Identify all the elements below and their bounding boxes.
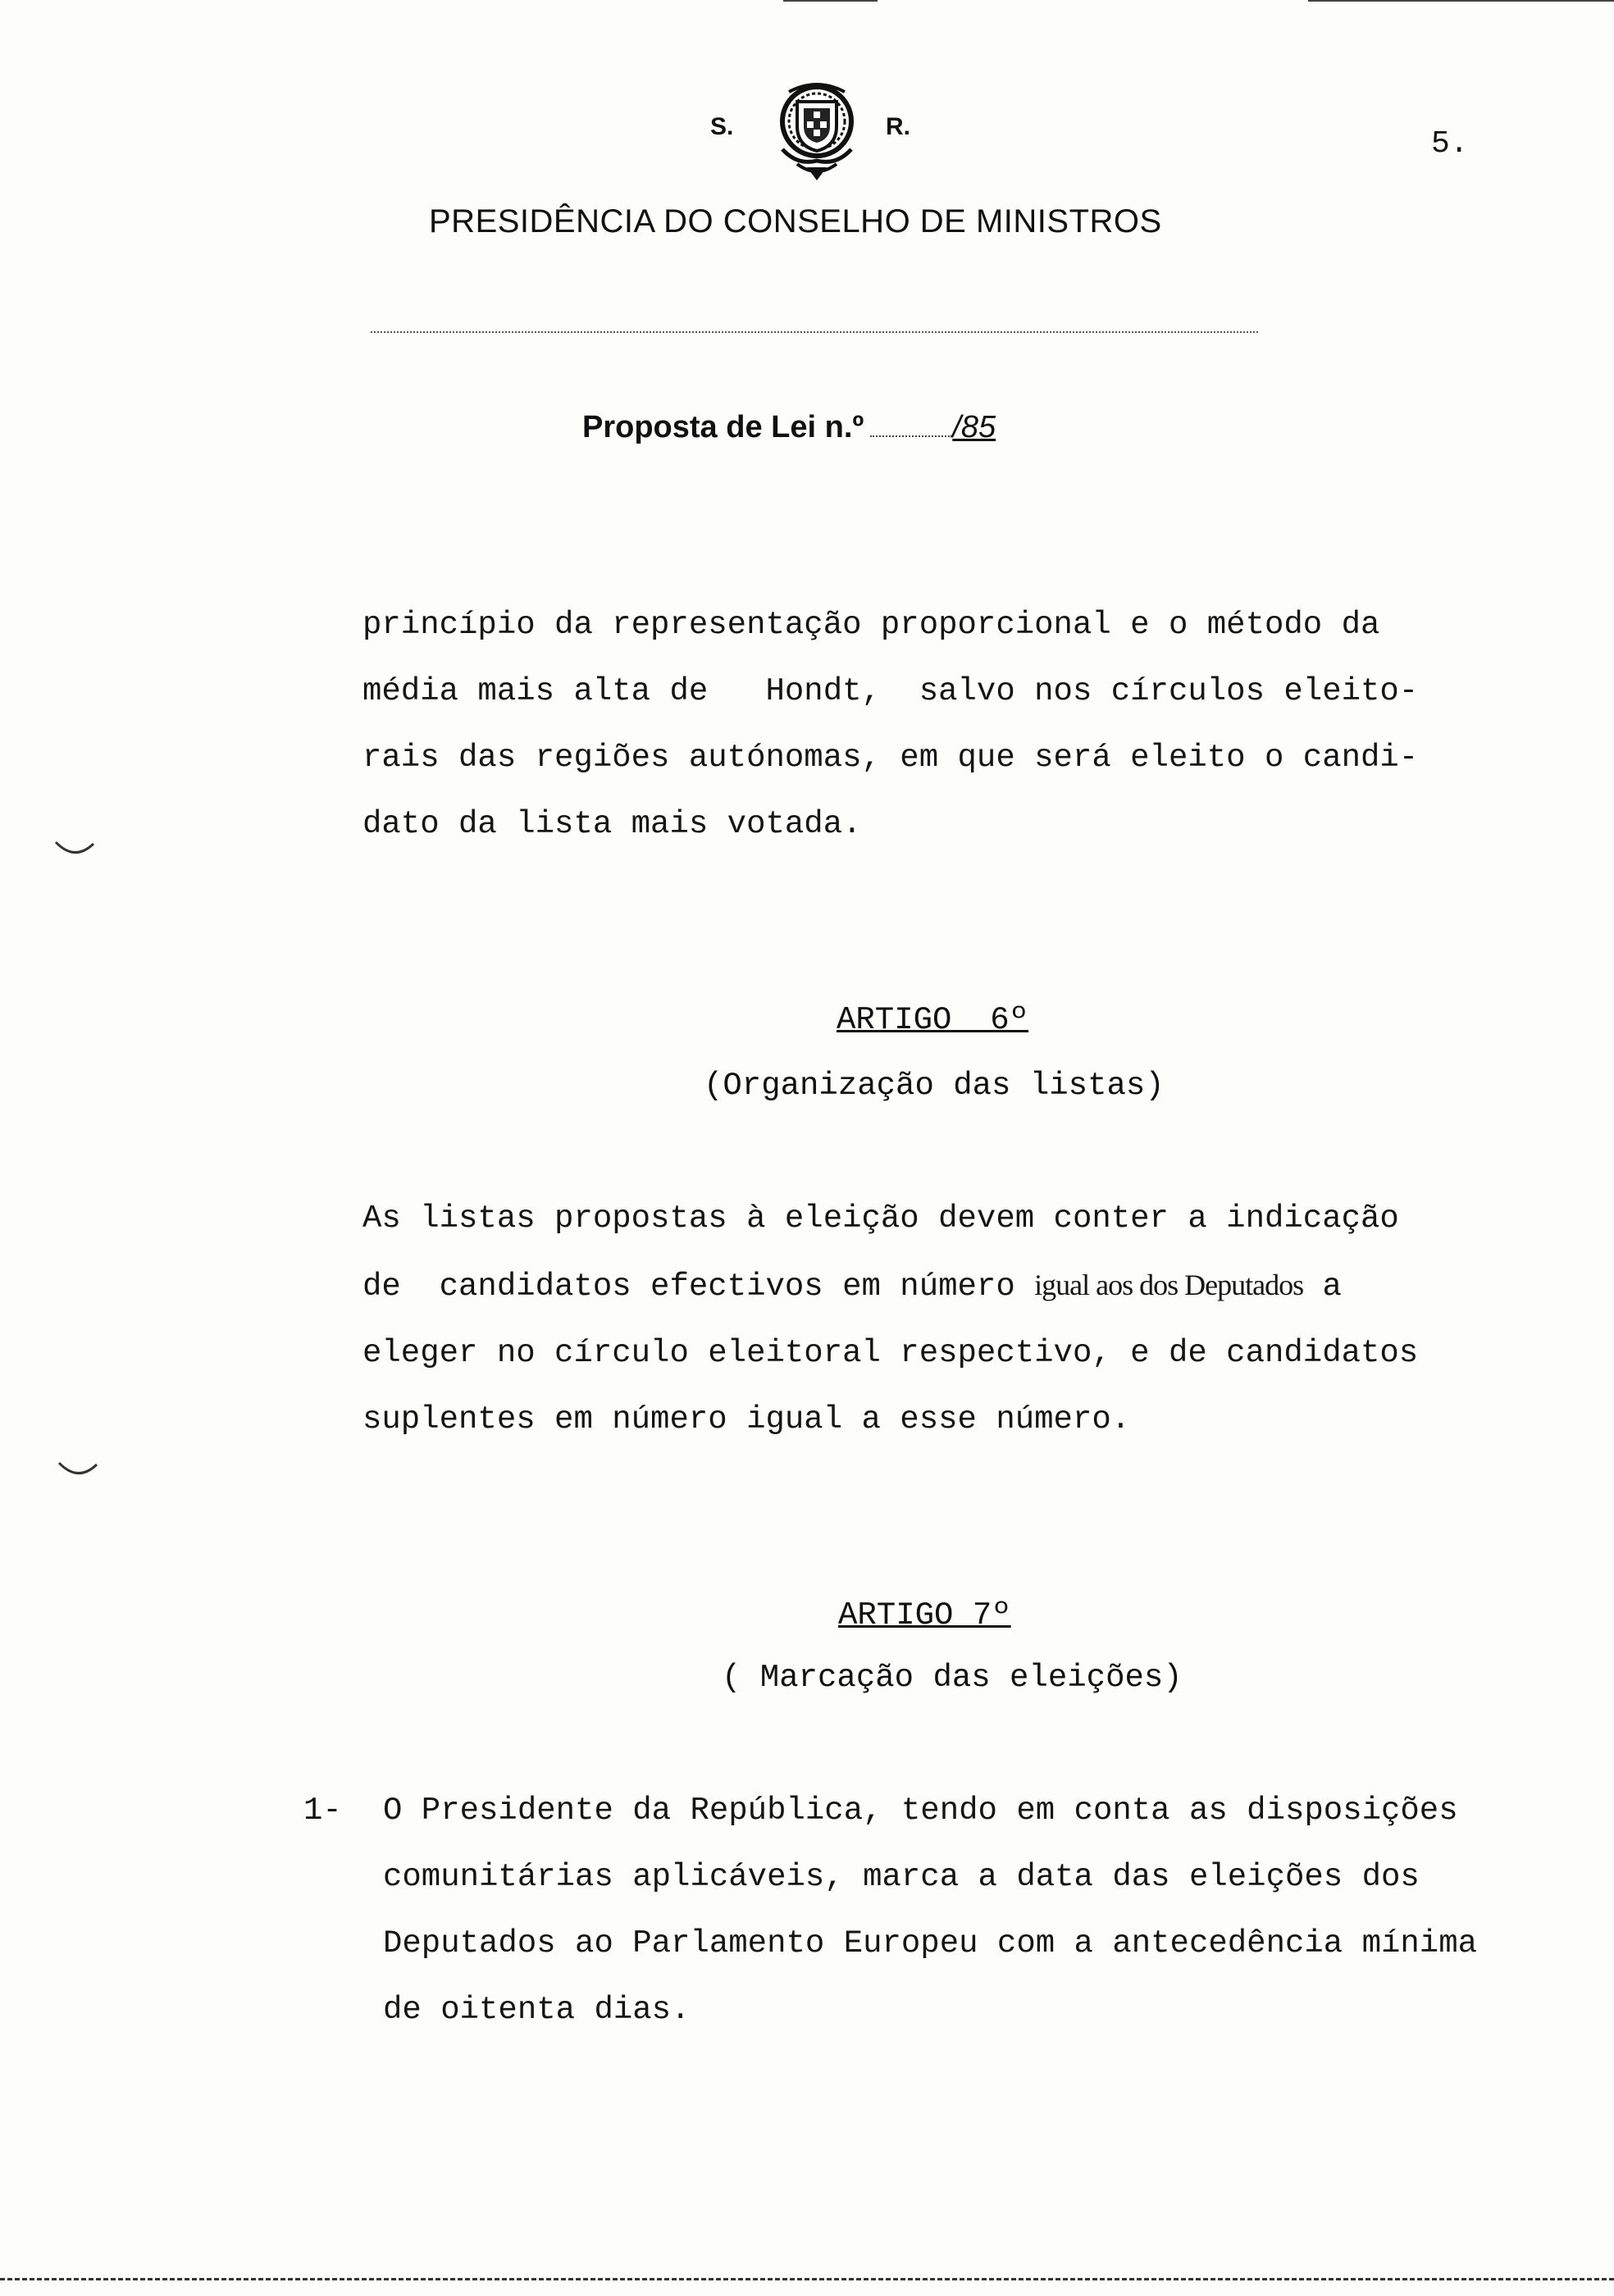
article-7-title: ARTIGO 7º xyxy=(838,1597,1011,1633)
bill-number: /85 xyxy=(952,410,996,444)
article-6-line: de candidatos efectivos em número xyxy=(362,1269,1035,1305)
hole-punch-mark xyxy=(54,840,95,857)
article-7-item-1-text: O Presidente da República, tendo em conta as disposições comunitárias aplicáveis, marca a data das eleições dos Deputados ao Parlamento Europeu com a antecedência mínima de oitenta dias. xyxy=(383,1793,1478,2028)
scan-bottom-edge xyxy=(0,2278,1614,2280)
header-right-letter: R. xyxy=(886,113,910,140)
scan-edge-rule xyxy=(1308,0,1614,2)
paragraph-continuation: princípio da representação proporcional e o método da média mais alta de Hondt, salvo nos círculos eleito- rais das regiões autónomas, em que será eleito o candi- dato da lista mais votada. xyxy=(362,607,1419,842)
page-number: 5. xyxy=(1431,126,1469,162)
coat-of-arms-icon xyxy=(764,75,869,184)
hole-punch-mark xyxy=(57,1461,98,1478)
article-6-line: As listas propostas à eleição devem conter a indicação xyxy=(362,1200,1399,1237)
article-6-line-end: a xyxy=(1303,1269,1342,1305)
dotted-divider xyxy=(371,331,1258,333)
office-heading: PRESIDÊNCIA DO CONSELHO DE MINISTROS xyxy=(429,203,1162,239)
article-6-subtitle: (Organização das listas) xyxy=(704,1068,1165,1104)
item-number: 1- xyxy=(303,1793,342,1829)
article-6-line: eleger no círculo eleitoral respectivo, e de candidatos xyxy=(362,1335,1419,1371)
handwritten-insertion: igual aos dos Deputados xyxy=(1034,1269,1304,1301)
article-7-subtitle: ( Marcação das eleições) xyxy=(722,1660,1183,1696)
bill-reference xyxy=(582,410,996,445)
header-left-letter: S. xyxy=(710,113,734,140)
article-6-body xyxy=(362,1186,1418,1453)
scan-edge-rule xyxy=(783,0,878,2)
article-6-line: suplentes em número igual a esse número. xyxy=(362,1401,1131,1437)
fill-in-dots xyxy=(870,435,952,437)
bill-label: Proposta de Lei n.º xyxy=(582,410,864,444)
article-6-title: ARTIGO 6º xyxy=(837,1002,1029,1038)
